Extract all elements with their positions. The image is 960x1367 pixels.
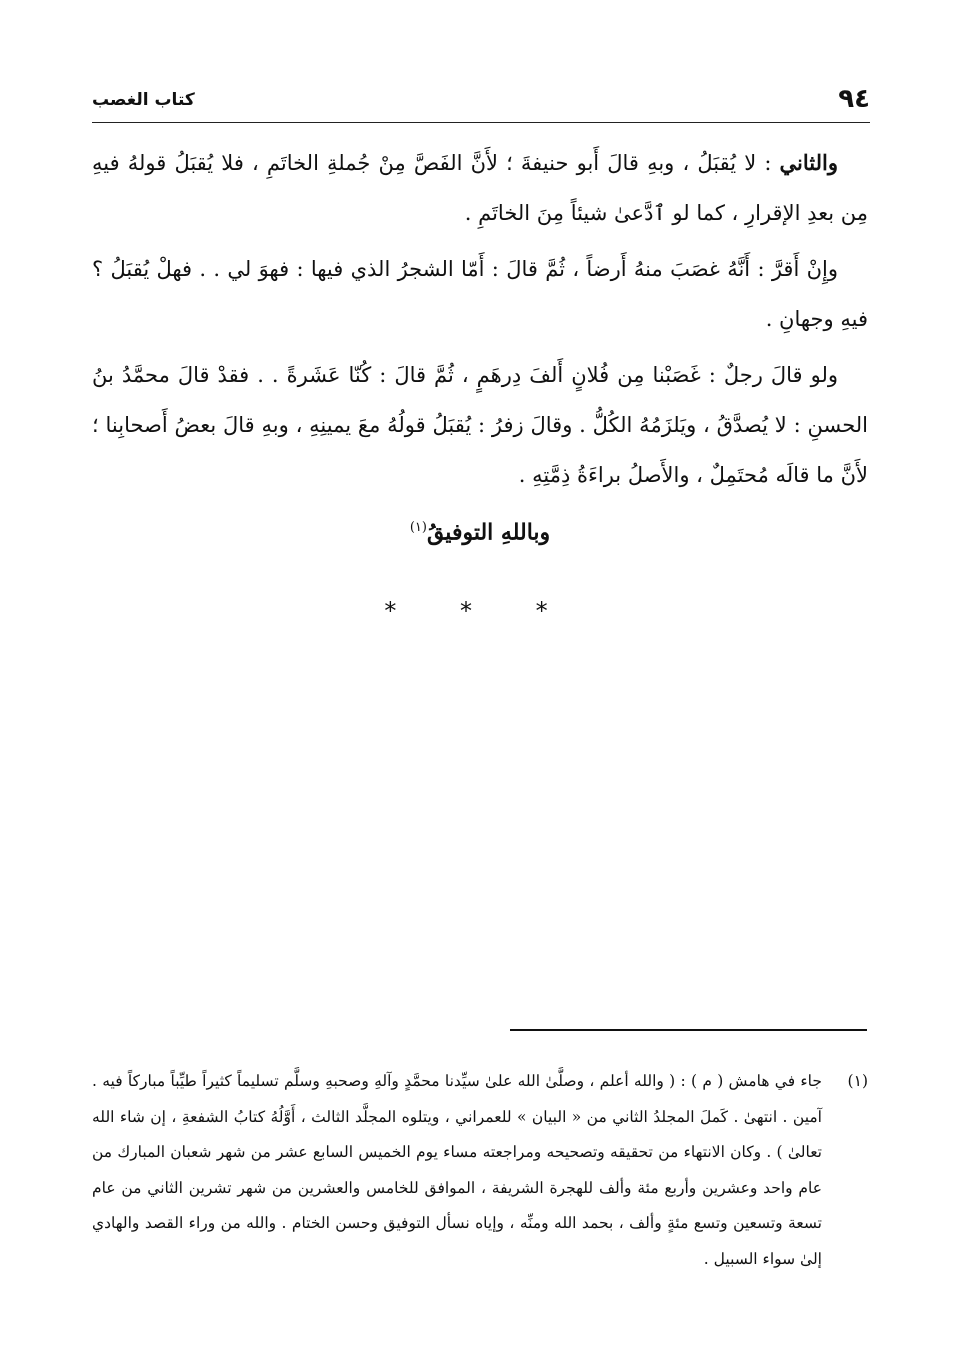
closing-formula <box>92 508 868 552</box>
paragraph: وإِنْ أَقرَّ : أَنَّهُ غصَبَ منهُ أَرضاً ، ثُمَّ قالَ : أَمّا الشجرُ الذي فيها : فهوَ لي . . فهلْ يُقبَلُ ؟ فيهِ وجهانِ . <box>92 257 868 331</box>
paragraph-text: : لا يُقبَلُ ، وبهِ قالَ أَبو حنيفةَ ؛ لأَنَّ الفَصَّ مِنْ جُملةِ الخاتَمِ ، فلا يُقبَلُ قولهُ فيهِ مِن بعدِ الإقرارِ ، كما لو ٱدَّعىٰ شيئاً مِنَ الخاتَمِ . <box>92 151 868 225</box>
header-rule <box>92 122 870 123</box>
paragraph <box>92 138 868 238</box>
closing-text: وباللهِ التوفيقُ <box>426 519 551 546</box>
section-ornament: * * * <box>384 597 576 625</box>
running-title: كتاب الغصب <box>92 90 195 110</box>
footnote-reference: (١) <box>409 520 427 535</box>
paragraph-lead: والثاني <box>779 150 838 175</box>
page-number: ٩٤ <box>838 84 870 114</box>
page-header <box>92 84 870 118</box>
footnote-text: جاء في هامش ( م ) : ( والله أعلم ، وصلَّىٰ الله علىٰ سيِّدنا محمَّدٍ وآلهِ وصحبهِ وسلَّم تسليماً كثيراً طيِّباً مباركاً فيه . آمين . انتهىٰ . كَملَ المجلدُ الثاني من « البيان » للعمراني ، ويتلوه المجلَّد الثالث ، أَوَّلُهُ كتابُ الشفعةِ ، إن شاء الله تعالىٰ ) . وكان الانتهاء من تحقيقه وتصحيحه ومراجعته مساء يوم الخميس السابع عشر من شهر شعبان المبارك من عام واحد وعشرين وأربع مئة وألف للهجرة الشريفة ، الموافق للخامس والعشرين من شهر تشرين الثاني من عام تسعة وتسعين وتسع مئةٍ وألف ، بحمد الله ومنِّه ، وإياه نسأل التوفيق وحسن الختام . والله من وراء القصد والهادي إلىٰ سواء السبيل . <box>92 1072 822 1268</box>
footnote <box>92 1064 868 1277</box>
footnote-rule <box>510 1029 867 1031</box>
footnote-marker: (١) <box>847 1072 868 1090</box>
paragraph: ولو قالَ رجلٌ : غَصَبْنا مِن فُلانٍ أَلفَ دِرهَمٍ ، ثُمَّ قالَ : كُنّا عَشَرةً . . فقدْ قالَ محمَّدُ بنُ الحسنِ : لا يُصدَّقُ ، ويَلزَمُهُ الكُلُّ . وقالَ زفرُ : يُقبَلُ قولُهُ معَ يمينِهِ ، وبهِ قالَ بعضُ أَصحابِنا ؛ لأَنَّ ما قالَه مُحتَمِلٌ ، والأَصلُ براءَةُ ذِمَّتِهِ . <box>92 363 868 487</box>
main-text <box>92 138 868 506</box>
